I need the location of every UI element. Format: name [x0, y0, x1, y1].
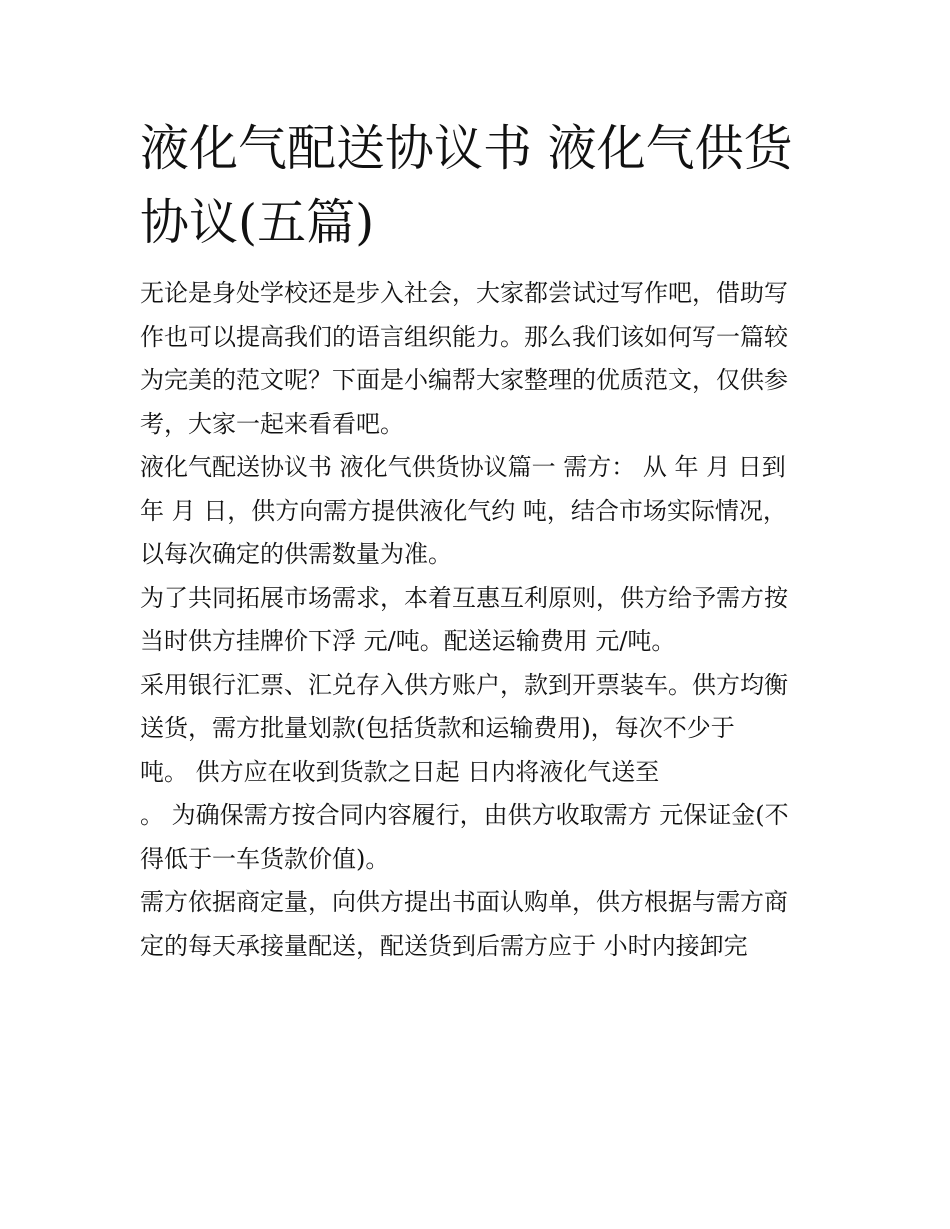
title-line: 协议(五篇) [140, 194, 375, 251]
paragraph-line: 年 月 日，供方向需方提供液化气约 吨，结合市场实际情况， [140, 496, 787, 525]
supply-term-paragraph [140, 446, 812, 577]
paragraph-line: 。 为确保需方按合同内容履行，由供方收取需方 元保证金(不 [140, 801, 789, 829]
order-paragraph [140, 881, 812, 968]
paragraph-line: 需方依据商定量，向供方提出书面认购单，供方根据与需方商 [140, 888, 788, 916]
paragraph-line: 定的每天承接量配送，配送货到后需方应于 小时内接卸完 [140, 931, 748, 960]
paragraph-line: 无论是身处学校还是步入社会，大家都尝试过写作吧，借助写 [140, 279, 788, 307]
intro-paragraph [140, 272, 812, 446]
paragraph-line: 为了共同拓展市场需求，本着互惠互利原则，供方给予需方按 [140, 583, 788, 612]
document-title [140, 112, 812, 260]
paragraph-line: 为完美的范文呢？下面是小编帮大家整理的优质范文，仅供参 [140, 366, 788, 394]
paragraph-line: 当时供方挂牌价下浮 元/吨。配送运输费用 元/吨。 [140, 627, 676, 655]
paragraph-line: 以每次确定的供需数量为准。 [140, 540, 452, 568]
paragraph-line: 作也可以提高我们的语言组织能力。那么我们该如何写一篇较 [140, 322, 788, 351]
title-line: 液化气配送协议书 液化气供货 [140, 120, 793, 177]
paragraph-line: 液化气配送协议书 液化气供货协议篇一 需方： 从 年 月 日到 [140, 453, 786, 481]
title-spacer [140, 260, 812, 272]
paragraph-line: 送货，需方批量划款(包括货款和运输费用)，每次不少于 [140, 714, 735, 742]
document-page [140, 112, 812, 968]
paragraph-line: 得低于一车货款价值)。 [140, 844, 390, 873]
paragraph-line: 采用银行汇票、汇兑存入供方账户，款到开票装车。供方均衡 [140, 670, 788, 699]
paragraph-line: 考，大家一起来看看吧。 [140, 409, 404, 438]
paragraph-line: 吨。 供方应在收到货款之日起 日内将液化气送至 [140, 757, 660, 786]
payment-paragraph [140, 664, 812, 882]
pricing-paragraph [140, 577, 812, 664]
